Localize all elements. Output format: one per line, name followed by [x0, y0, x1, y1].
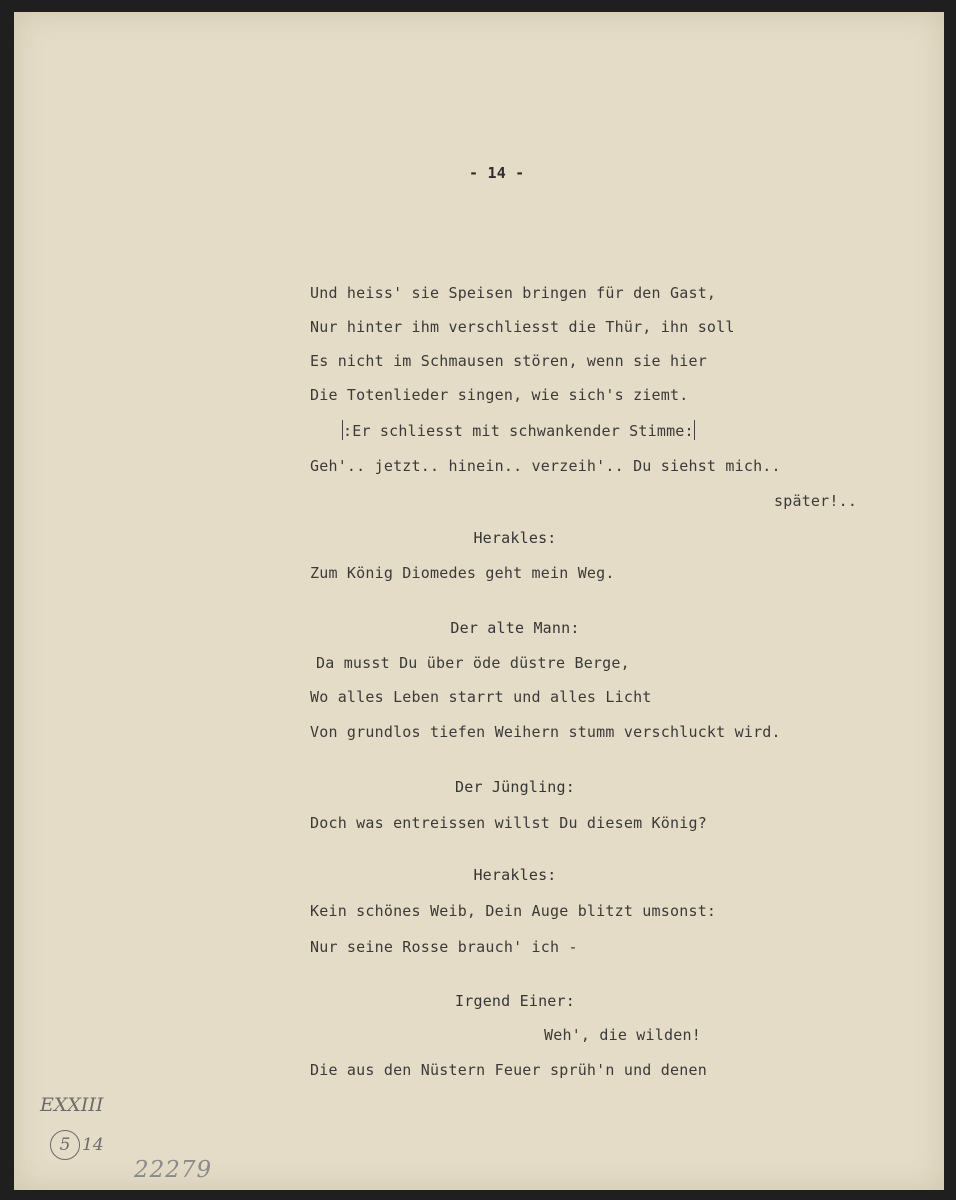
- speaker-name: Irgend Einer:: [455, 992, 575, 1010]
- text-line: Nur hinter ihm verschliesst die Thür, ihn soll: [310, 318, 735, 336]
- text-line: Kein schönes Weib, Dein Auge blitzt umsonst:: [310, 902, 717, 920]
- speaker-name: Der Jüngling:: [455, 778, 575, 796]
- text-line: Weh', die wilden!: [544, 1026, 701, 1044]
- archive-code-handwritten: EXXIII: [40, 1094, 104, 1116]
- speaker-name: Herakles:: [473, 866, 557, 884]
- text-line: Da musst Du über öde düstre Berge,: [316, 654, 630, 672]
- text-line: Doch was entreissen willst Du diesem König?: [310, 814, 707, 832]
- text-line: Und heiss' sie Speisen bringen für den Gast,: [310, 284, 717, 302]
- text-line: Zum König Diomedes geht mein Weg.: [310, 564, 615, 582]
- inventory-number: 22279: [134, 1157, 213, 1183]
- text-line: Nur seine Rosse brauch' ich -: [310, 938, 578, 956]
- folio-mark: [50, 1130, 104, 1160]
- text-line: Wo alles Leben starrt und alles Licht: [310, 688, 652, 706]
- text-line: Geh'.. jetzt.. hinein.. verzeih'.. Du siehst mich..: [310, 457, 781, 475]
- stage-direction-text: :Er schliesst mit schwankender Stimme:: [343, 422, 694, 440]
- bracket-right: [694, 420, 695, 440]
- text-line: Die aus den Nüstern Feuer sprüh'n und denen: [310, 1061, 707, 1079]
- text-line: Die Totenlieder singen, wie sich's ziemt.: [310, 386, 689, 404]
- speaker-name: Der alte Mann:: [450, 619, 580, 637]
- speaker-name: Herakles:: [473, 529, 557, 547]
- text-line-continuation: später!..: [774, 492, 858, 510]
- document-page: [14, 12, 944, 1190]
- circled-number: 5: [50, 1130, 80, 1160]
- text-line: Es nicht im Schmausen stören, wenn sie hier: [310, 352, 707, 370]
- text-line: Von grundlos tiefen Weihern stumm verschluckt wird.: [310, 723, 781, 741]
- stage-direction: [342, 420, 695, 440]
- page-number: - 14 -: [469, 164, 525, 182]
- folio-page: 14: [82, 1135, 104, 1155]
